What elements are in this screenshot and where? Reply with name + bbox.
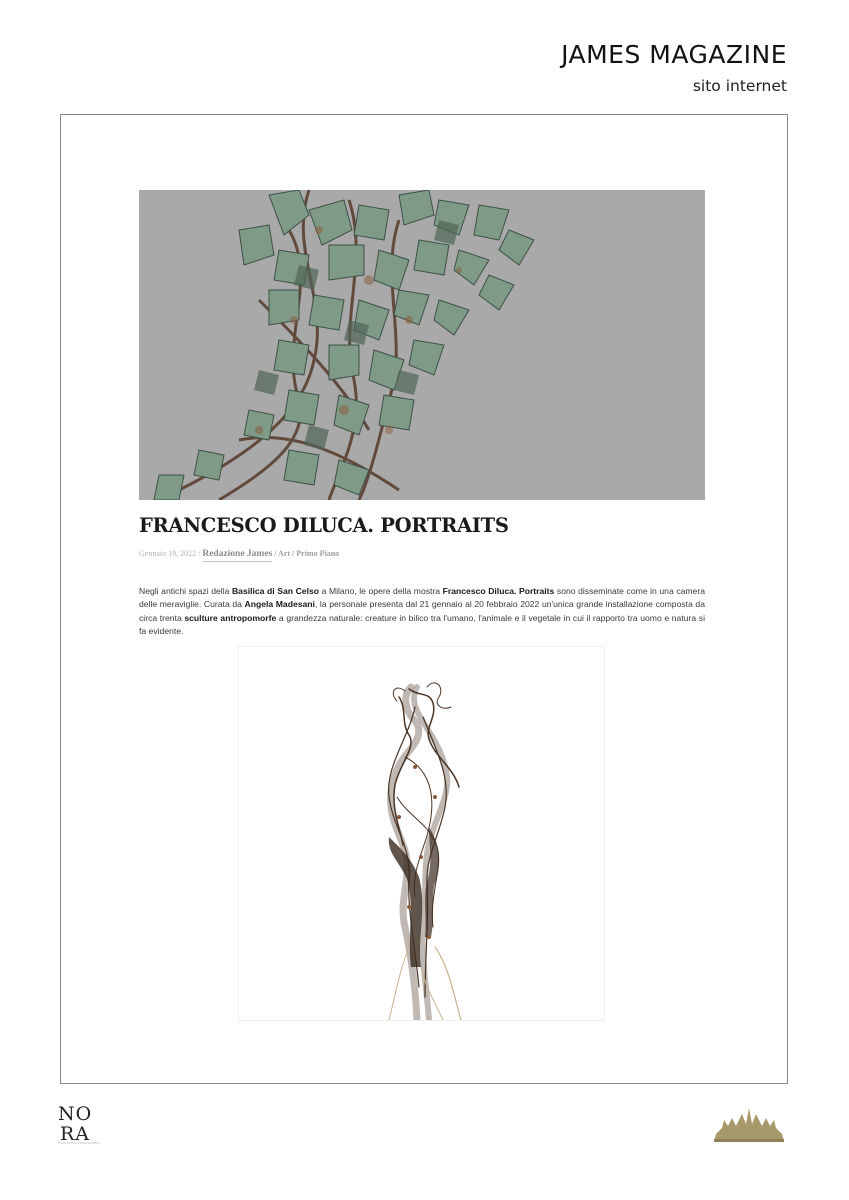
category-links[interactable]: / Art / Primo Piano: [274, 549, 340, 558]
body-text-segment: sono disseminate come in una camera delle meraviglie. Curata da: [139, 586, 705, 610]
body-text-segment: , la personale presenta dal 21 gennaio al 20 febbraio 2022 un'unica grande installazione composta da circa trenta: [139, 599, 705, 623]
body-text-segment: Negli antichi spazi della: [139, 586, 232, 596]
author-link[interactable]: Redazione James: [202, 549, 272, 562]
figure-image: [238, 646, 605, 1021]
magazine-subtitle: sito internet: [692, 77, 787, 95]
article-meta: [139, 549, 339, 559]
crown-icon-shape: [712, 1106, 786, 1144]
svg-text:RA: RA: [60, 1123, 91, 1145]
body-bold-segment: Francesco Diluca. Portraits: [442, 586, 555, 596]
article-body: [139, 585, 705, 638]
body-text-segment: a grandezza naturale: creature in bilico tra l'umano, l'animale e il vegetale in cui il rapporto tra uomo e natura si fa evidente.: [139, 612, 705, 636]
svg-text:NO: NO: [58, 1103, 93, 1125]
nora-logo: [58, 1100, 102, 1146]
article-date: Gennaio 19, 2022: [139, 549, 197, 558]
body-text-segment: a Milano, le opere della mostra: [319, 586, 443, 596]
nora-logo-mark: [58, 1100, 102, 1146]
article-title: FRANCESCO DILUCA. PORTRAITS: [139, 514, 509, 537]
wire-figure-image: [239, 647, 604, 1020]
hero-image: [139, 190, 705, 500]
body-bold-segment: sculture antropomorfe: [184, 612, 277, 623]
body-bold-segment: Basilica di San Celso: [231, 586, 319, 596]
magazine-title: JAMES MAGAZINE: [561, 40, 787, 69]
leaf-sculpture-image: [139, 190, 705, 500]
crown-icon: [712, 1106, 786, 1144]
meta-separator: /: [198, 549, 201, 558]
body-bold-segment: Angela Madesani: [244, 599, 315, 610]
